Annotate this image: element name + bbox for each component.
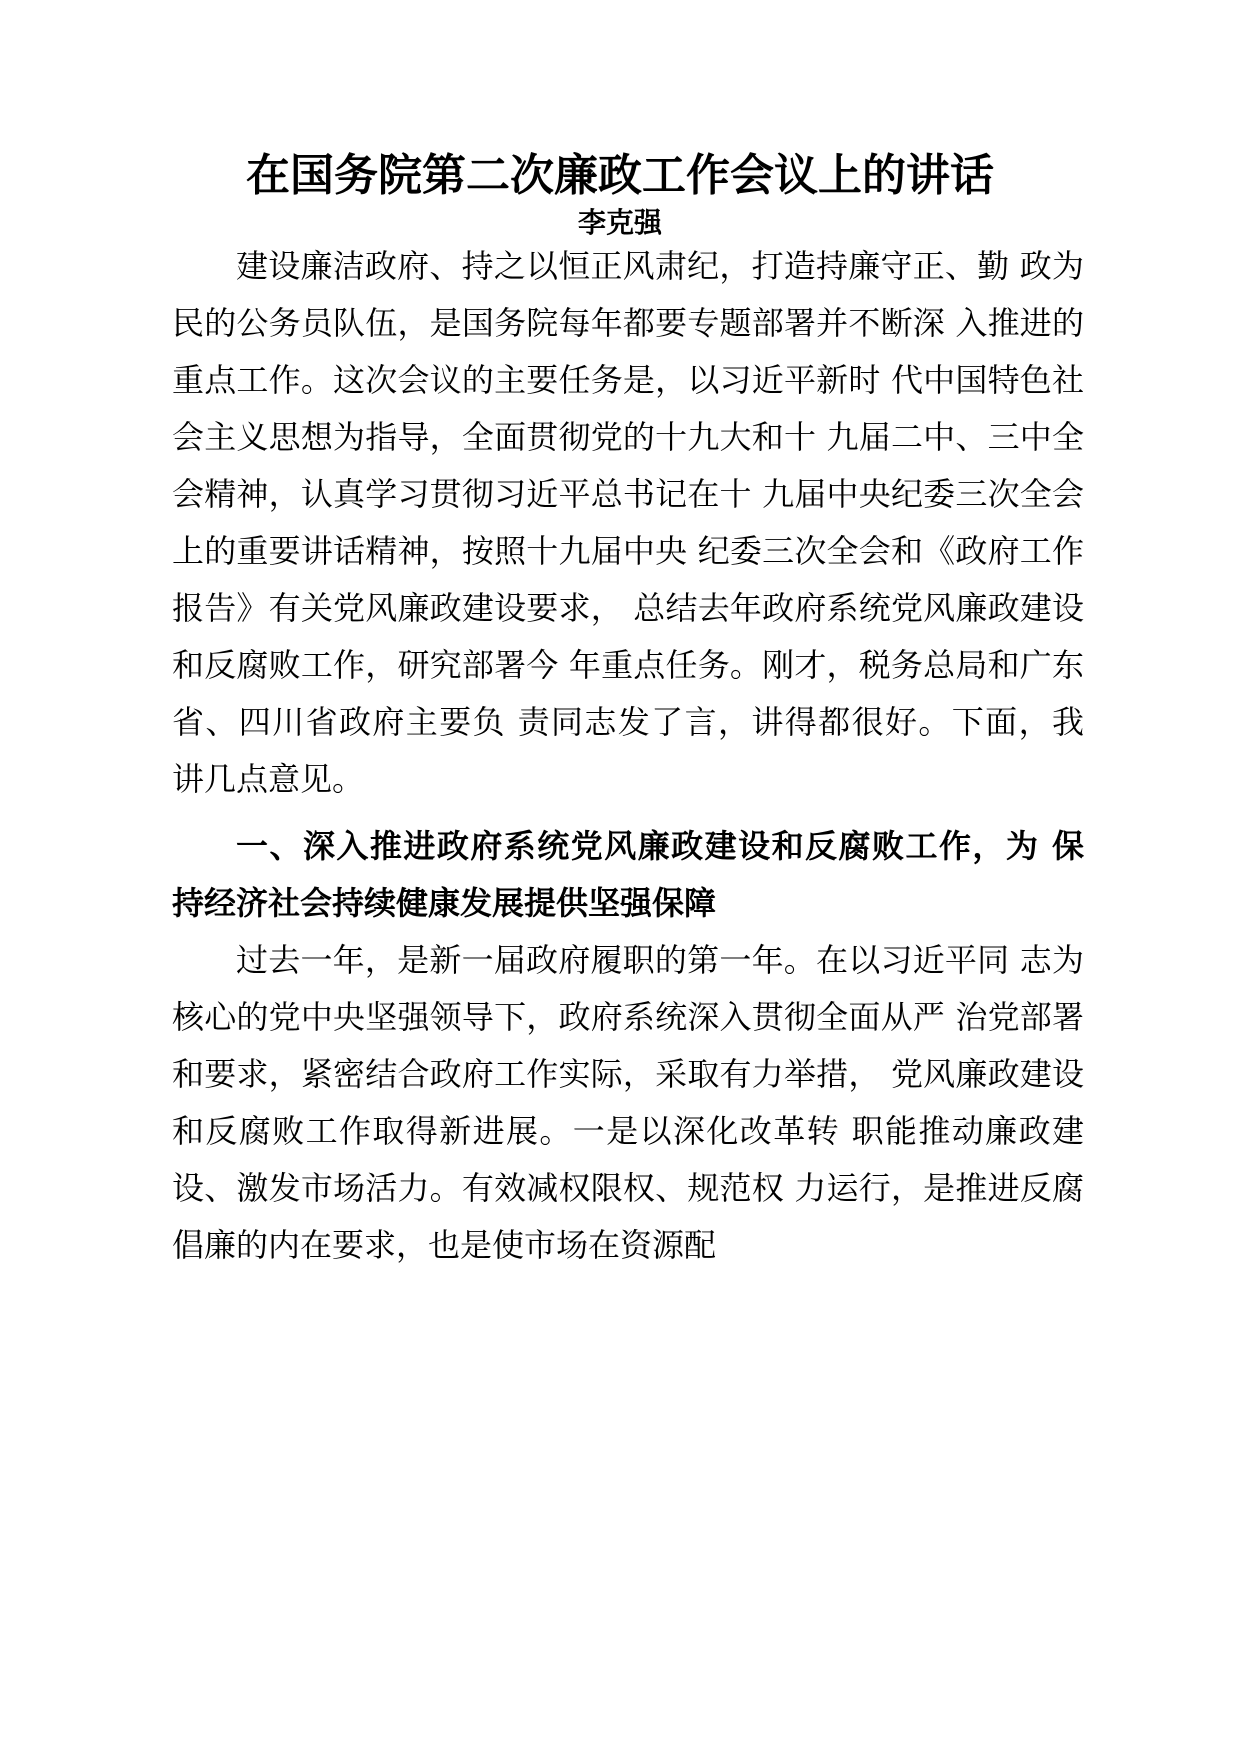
text-line: 建设廉洁政府、持之以恒正风肃纪，打造持廉守正、勤 政为	[236, 247, 1084, 285]
text-line: 会精神，认真学习贯彻习近平总书记在十 九届中央纪委三次全会	[172, 475, 1084, 513]
document-title: 在国务院第二次廉政工作会议上的讲话	[246, 150, 994, 201]
text-line: 设、激发市场活力。有效减权限权、规范权 力运行，是推进反腐	[172, 1169, 1084, 1207]
text-line: 和要求，紧密结合政府工作实际，采取有力举措， 党风廉政建设	[172, 1055, 1084, 1093]
text-line: 和反腐败工作，研究部署今 年重点任务。刚才，税务总局和广东	[172, 646, 1084, 684]
text-line: 民的公务员队伍，是国务院每年都要专题部署并不断深 入推进的	[172, 304, 1084, 342]
paragraph-intro	[172, 238, 1084, 808]
text-line: 省、四川省政府主要负 责同志发了言，讲得都很好。下面，我	[172, 703, 1084, 741]
section-heading	[172, 818, 1084, 932]
text-line: 上的重要讲话精神，按照十九届中央 纪委三次全会和《政府工作	[172, 532, 1084, 570]
text-line: 重点工作。这次会议的主要任务是，以习近平新时 代中国特色社	[172, 361, 1084, 399]
text-line: 倡廉的内在要求，也是使市场在资源配	[172, 1226, 717, 1264]
text-line: 讲几点意见。	[172, 760, 365, 798]
text-line: 会主义思想为指导，全面贯彻党的十九大和十 九届二中、三中全	[172, 418, 1084, 456]
text-line: 和反腐败工作取得新进展。一是以深化改革转 职能推动廉政建	[172, 1112, 1084, 1150]
document-author: 李克强	[577, 206, 662, 239]
paragraph-review	[172, 932, 1084, 1274]
text-line: 过去一年，是新一届政府履职的第一年。在以习近平同 志为	[236, 941, 1084, 979]
text-line: 核心的党中央坚强领导下，政府系统深入贯彻全面从严 治党部署	[172, 998, 1084, 1036]
text-line: 报告》有关党风廉政建设要求， 总结去年政府系统党风廉政建设	[172, 589, 1084, 627]
heading-line: 持经济社会持续健康发展提供坚强保障	[172, 884, 717, 922]
heading-line: 一、深入推进政府系统党风廉政建设和反腐败工作，为 保	[236, 827, 1084, 865]
document-body	[172, 238, 1084, 1274]
